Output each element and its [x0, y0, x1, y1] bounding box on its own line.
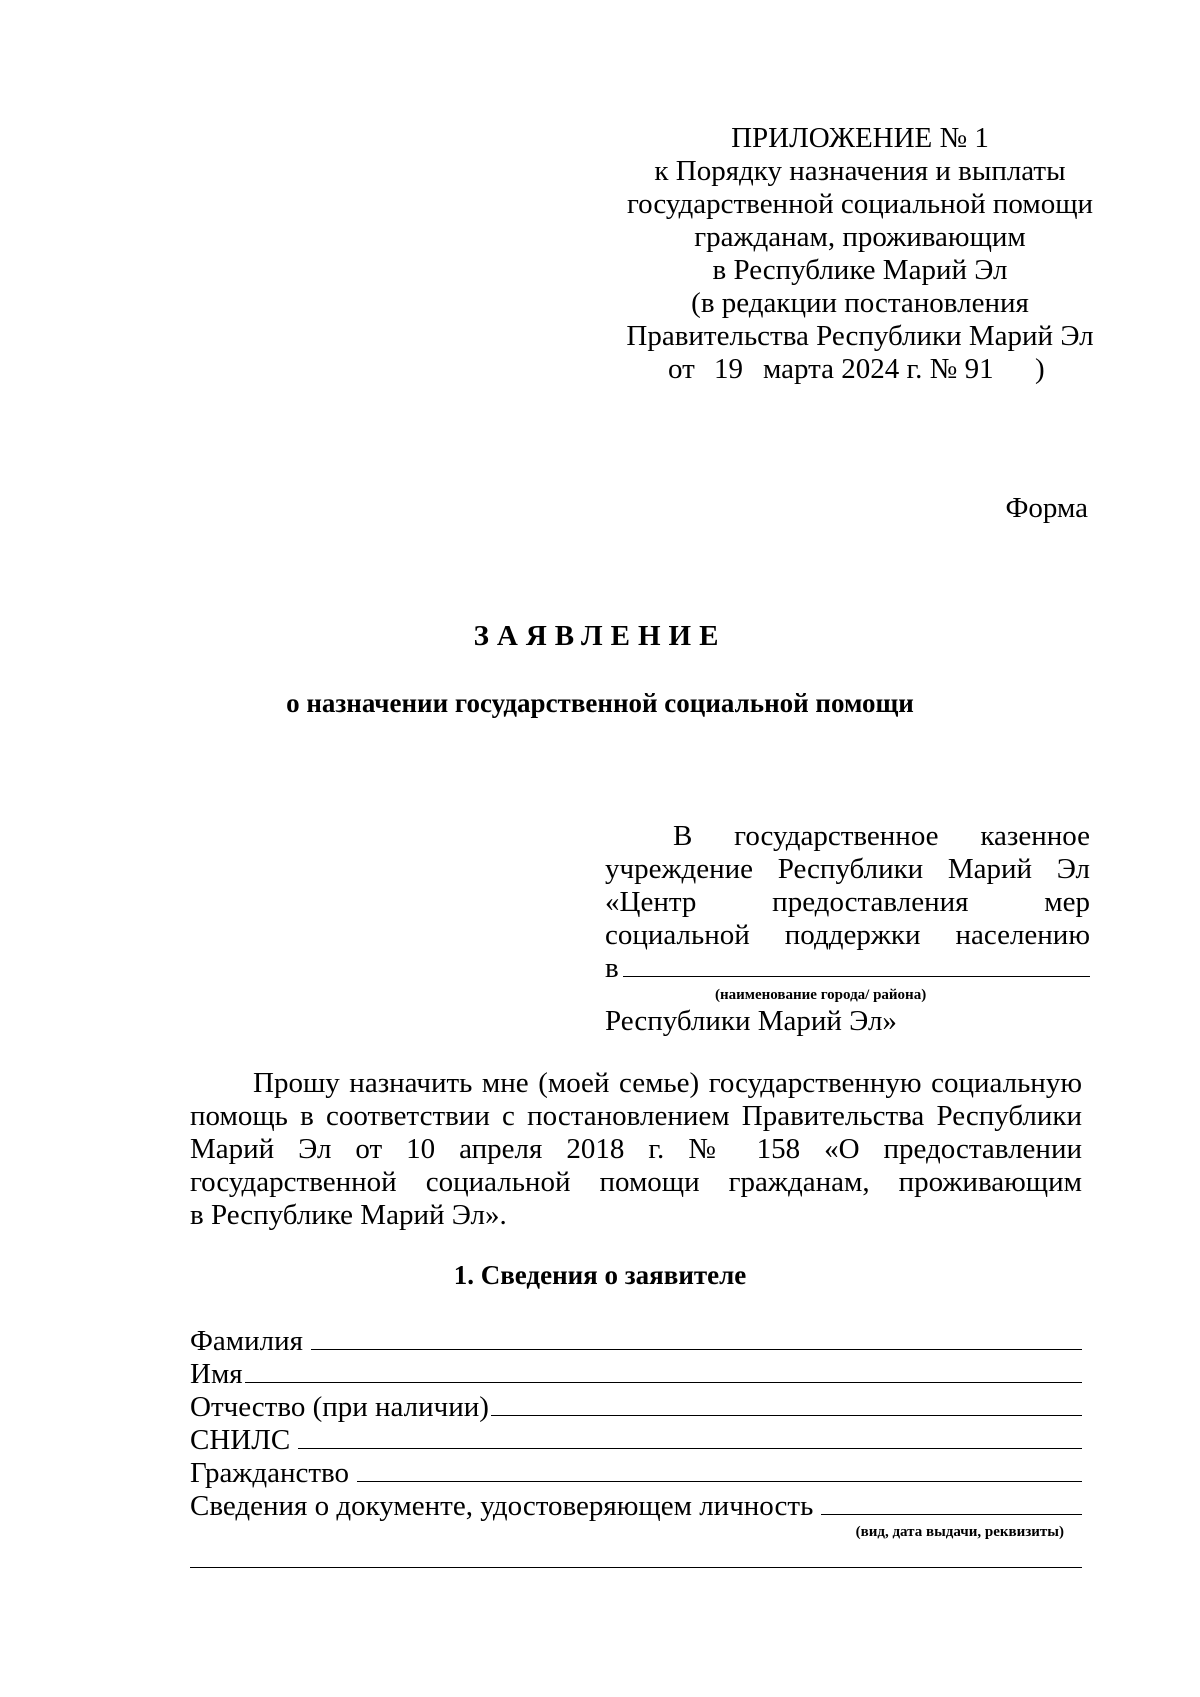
name-field[interactable]	[245, 1358, 1082, 1383]
paragraph-line: помощь в соответствии с постановлением Правительства Республики	[190, 1100, 1082, 1132]
date-day: 19	[714, 353, 743, 385]
citizenship-label: Гражданство	[190, 1457, 350, 1489]
addressee-line: В государственное казенное	[673, 820, 1090, 852]
surname-row	[190, 1325, 1082, 1358]
name-row	[190, 1358, 1082, 1391]
id-document-continuation-field[interactable]	[190, 1545, 1082, 1568]
document-subtitle: о назначении государственной социальной помощи	[286, 688, 914, 718]
document-title: ЗАЯВЛЕНИЕ	[473, 620, 727, 652]
appendix-line: гражданам, проживающим	[694, 221, 1026, 253]
city-district-hint: (наименование города/ района)	[715, 987, 927, 1003]
appendix-line: ПРИЛОЖЕНИЕ № 1	[731, 122, 989, 154]
citizenship-row	[190, 1457, 1082, 1490]
request-paragraph	[190, 1067, 1082, 1232]
appendix-date-line	[600, 353, 1120, 386]
addressee-prefix: в	[605, 952, 619, 984]
applicant-fields	[190, 1325, 1082, 1568]
date-rest: марта 2024 г. № 91	[763, 353, 994, 385]
citizenship-field[interactable]	[357, 1457, 1082, 1482]
appendix-line: государственной социальной помощи	[626, 188, 1094, 220]
form-label: Форма	[1005, 492, 1088, 524]
addressee-line: социальной поддержки населению	[605, 919, 1090, 951]
addressee-line: «Центр предоставления мер	[605, 886, 1090, 918]
addressee-block	[605, 820, 1090, 1038]
paragraph-line: в Республике Марий Эл».	[190, 1199, 507, 1231]
patronymic-label: Отчество (при наличии)	[190, 1391, 489, 1423]
appendix-header	[600, 122, 1120, 386]
id-document-field[interactable]	[821, 1490, 1082, 1515]
id-document-row	[190, 1490, 1082, 1523]
appendix-line: к Порядку назначения и выплаты	[654, 155, 1066, 187]
section-title-applicant: 1. Сведения о заявителе	[453, 1260, 747, 1290]
date-prefix: от	[668, 353, 695, 385]
paragraph-line: Прошу назначить мне (моей семье) государственную социальную	[253, 1067, 1082, 1099]
addressee-line: учреждение Республики Марий Эл	[605, 853, 1090, 885]
id-document-hint: (вид, дата выдачи, реквизиты)	[855, 1524, 1064, 1540]
date-close: )	[1035, 353, 1045, 385]
appendix-line: (в редакции постановления	[691, 287, 1029, 319]
city-district-row	[605, 952, 1090, 985]
patronymic-row	[190, 1391, 1082, 1424]
snils-field[interactable]	[298, 1424, 1082, 1449]
appendix-line: Правительства Республики Марий Эл	[626, 320, 1094, 352]
paragraph-line: Марий Эл от 10 апреля 2018 г. № 158 «О предоставлении	[190, 1133, 1082, 1165]
addressee-line: Республики Марий Эл»	[605, 1005, 897, 1037]
patronymic-field[interactable]	[491, 1391, 1082, 1416]
name-label: Имя	[190, 1358, 243, 1390]
snils-label: СНИЛС	[190, 1424, 291, 1456]
city-district-field[interactable]	[623, 954, 1090, 977]
surname-field[interactable]	[311, 1325, 1082, 1350]
paragraph-line: государственной социальной помощи гражданам, проживающим	[190, 1166, 1082, 1198]
appendix-line: в Республике Марий Эл	[712, 254, 1008, 286]
snils-row	[190, 1424, 1082, 1457]
id-document-label: Сведения о документе, удостоверяющем личность	[190, 1490, 814, 1522]
surname-label: Фамилия	[190, 1325, 303, 1357]
